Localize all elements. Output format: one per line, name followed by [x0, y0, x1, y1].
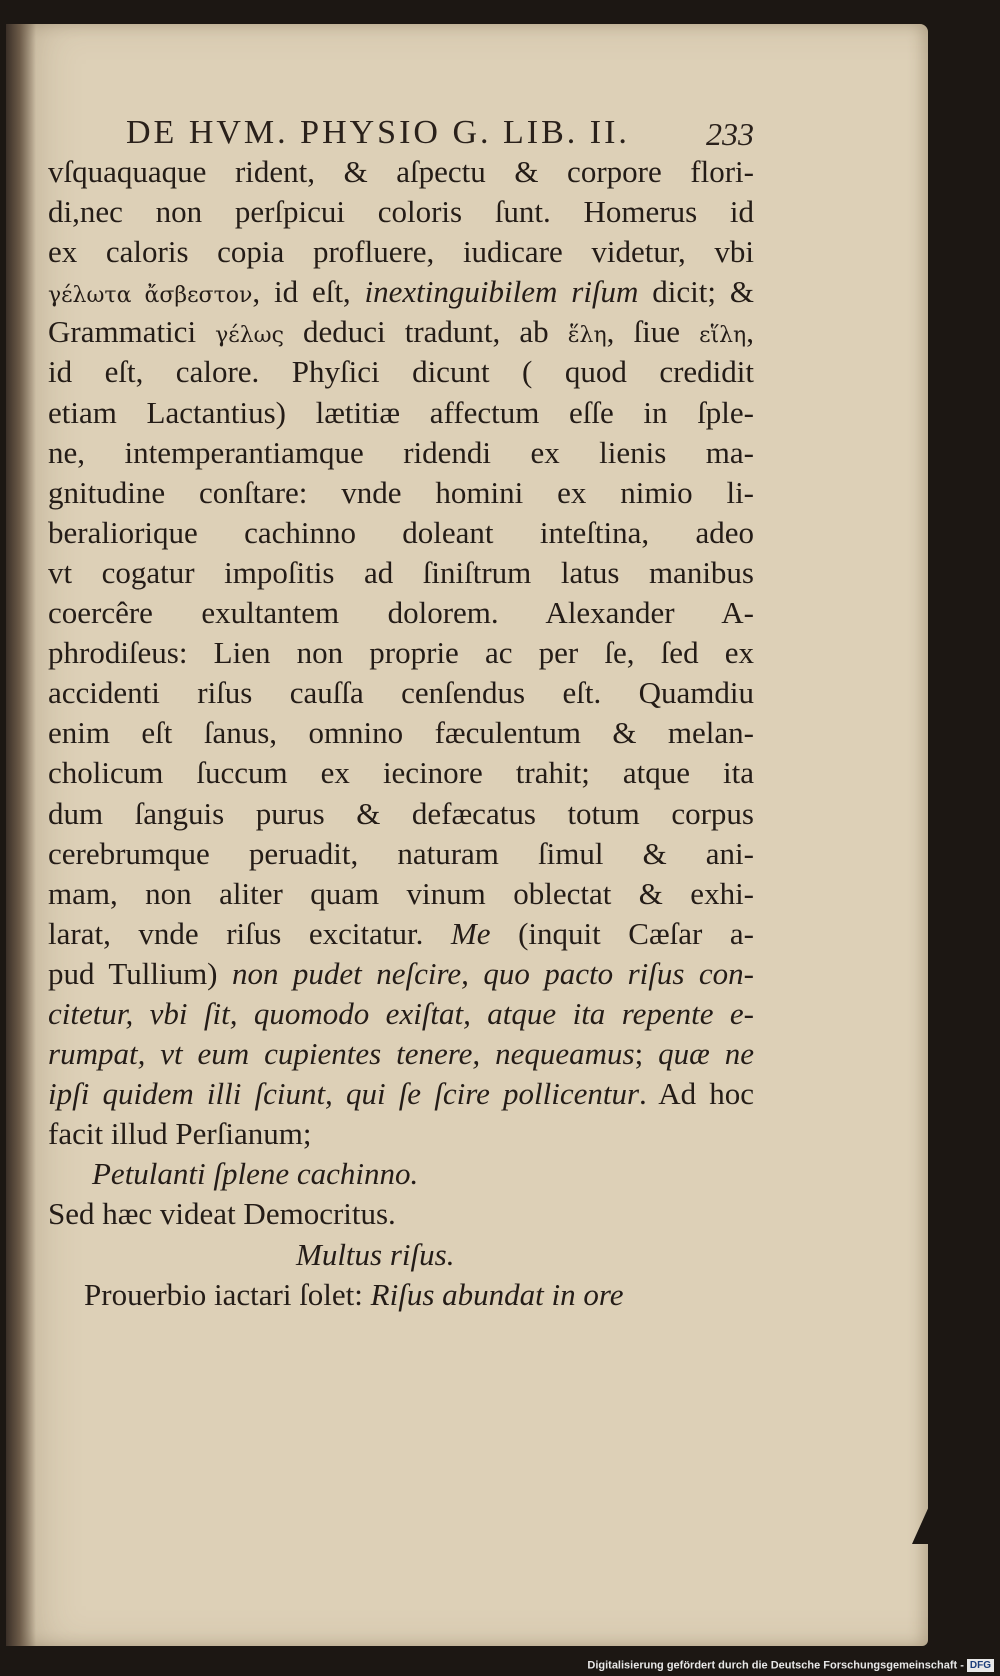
book-page — [6, 24, 928, 1646]
text-segment: , — [746, 314, 754, 350]
italic-text: quæ ne — [658, 1036, 754, 1072]
greek-word: ἕλη — [567, 323, 607, 349]
text-line — [48, 874, 754, 914]
text-segment: id eſt, calore. Phyſici dicunt ( quod credidit — [48, 354, 754, 390]
book-spine-shadow — [6, 24, 36, 1646]
italic-text: Me — [450, 915, 491, 951]
text-line — [48, 914, 754, 954]
text-segment: larat, vnde riſus excitatur. — [48, 915, 451, 951]
text-line — [48, 1034, 754, 1074]
text-segment: di,nec non perſpicui coloris ſunt. Homerus id — [48, 194, 754, 230]
text-segment: , id eſt, — [252, 274, 365, 310]
text-segment: Grammatici — [48, 314, 216, 350]
text-segment: ; — [634, 1036, 659, 1072]
text-segment: enim eſt ſanus, omnino fæculentum & melan- — [48, 715, 754, 751]
text-line — [48, 272, 754, 312]
text-line — [48, 593, 754, 633]
text-line-after-verse: Sed hæc videat Democritus. — [48, 1196, 396, 1232]
body-text — [48, 152, 754, 1315]
text-line — [48, 553, 754, 593]
text-line — [48, 1074, 754, 1114]
text-segment: ex caloris copia profluere, iudicare videtur, vbi — [48, 234, 754, 270]
final-line-lead: Prouerbio iactari ſolet: — [84, 1276, 371, 1312]
text-line — [48, 473, 754, 513]
text-segment: pud Tullium) — [48, 955, 232, 991]
text-segment: vſquaquaque rident, & aſpectu & corpore flori- — [48, 154, 754, 189]
text-line — [48, 633, 754, 673]
text-segment: vt cogatur impoſitis ad ſiniſtrum latus manibus — [48, 554, 754, 590]
text-line — [48, 352, 754, 392]
text-line — [48, 713, 754, 753]
italic-text: inextinguibilem riſum — [364, 274, 639, 310]
italic-text: ipſi quidem illi ſciunt, qui ſe ſcire pollicentur — [48, 1076, 640, 1112]
text-segment: cerebrumque peruadit, naturam ſimul & ani- — [48, 835, 754, 871]
text-segment: dicit; & — [638, 274, 754, 310]
text-segment: (inquit Cæſar a- — [490, 915, 754, 951]
text-segment: facit illud Perſianum; — [48, 1116, 312, 1152]
text-segment: phrodiſeus: Lien non proprie ac per ſe, ſed ex — [48, 635, 754, 671]
text-segment: etiam Lactantius) lætitiæ affectum eſſe in ſple- — [48, 394, 754, 430]
greek-word: εἵλη — [699, 323, 747, 349]
final-line-italic: Riſus abundat in ore — [370, 1276, 624, 1312]
text-line — [48, 433, 754, 473]
text-segment: ne, intemperantiamque ridendi ex lienis ma- — [48, 434, 754, 470]
text-line — [48, 753, 754, 793]
italic-text: rumpat, vt eum cupientes tenere, nequeamus — [48, 1036, 635, 1072]
text-line — [48, 513, 754, 553]
dfg-logo: DFG — [967, 1659, 994, 1672]
text-line — [48, 192, 754, 232]
text-segment: cholicum ſuccum ex iecinore trahit; atque ita — [48, 755, 754, 791]
credit-text: Digitalisierung gefördert durch die Deutsche Forschungsgemeinschaft - — [587, 1659, 964, 1672]
text-segment: deduci tradunt, ab — [283, 314, 568, 350]
text-segment: gnitudine conſtare: vnde homini ex nimio li- — [48, 474, 754, 510]
final-line — [48, 1275, 754, 1315]
text-line — [48, 232, 754, 272]
italic-text: non pudet neſcire, quo pacto riſus con- — [231, 955, 754, 991]
page-number: 233 — [706, 116, 754, 152]
digitization-credit — [587, 1659, 994, 1672]
text-segment: mam, non aliter quam vinum oblectat & exhi- — [48, 875, 754, 911]
text-line — [48, 673, 754, 713]
main-paragraph — [48, 152, 754, 1154]
text-line — [48, 152, 754, 192]
text-segment: . Ad hoc — [639, 1076, 755, 1112]
text-line — [48, 1114, 754, 1154]
verse-quotation: Petulanti ſplene cachinno. — [92, 1156, 419, 1192]
text-line — [48, 794, 754, 834]
text-line — [48, 994, 754, 1034]
section-heading: Multus riſus. — [296, 1236, 455, 1272]
text-line — [48, 393, 754, 433]
running-head: DE HVM. PHYSIO G. LIB. II. — [126, 114, 630, 151]
text-segment: accidenti riſus cauſſa cenſendus eſt. Quamdiu — [48, 675, 754, 711]
text-line — [48, 954, 754, 994]
text-line — [48, 834, 754, 874]
text-segment: beraliorique cachinno doleant inteſtina, adeo — [48, 514, 754, 550]
greek-word: γέλως — [215, 323, 284, 349]
text-segment: dum ſanguis purus & defæcatus totum corpus — [48, 795, 754, 831]
text-segment: , ſiue — [606, 314, 700, 350]
torn-page-corner — [912, 1504, 930, 1544]
text-line — [48, 312, 754, 352]
greek-word: γέλωτα ἄσβεστον — [48, 283, 253, 309]
italic-text: citetur, vbi ſit, quomodo exiſtat, atque ita repente e- — [48, 995, 754, 1031]
text-segment: coercêre exultantem dolorem. Alexander A- — [48, 595, 754, 631]
